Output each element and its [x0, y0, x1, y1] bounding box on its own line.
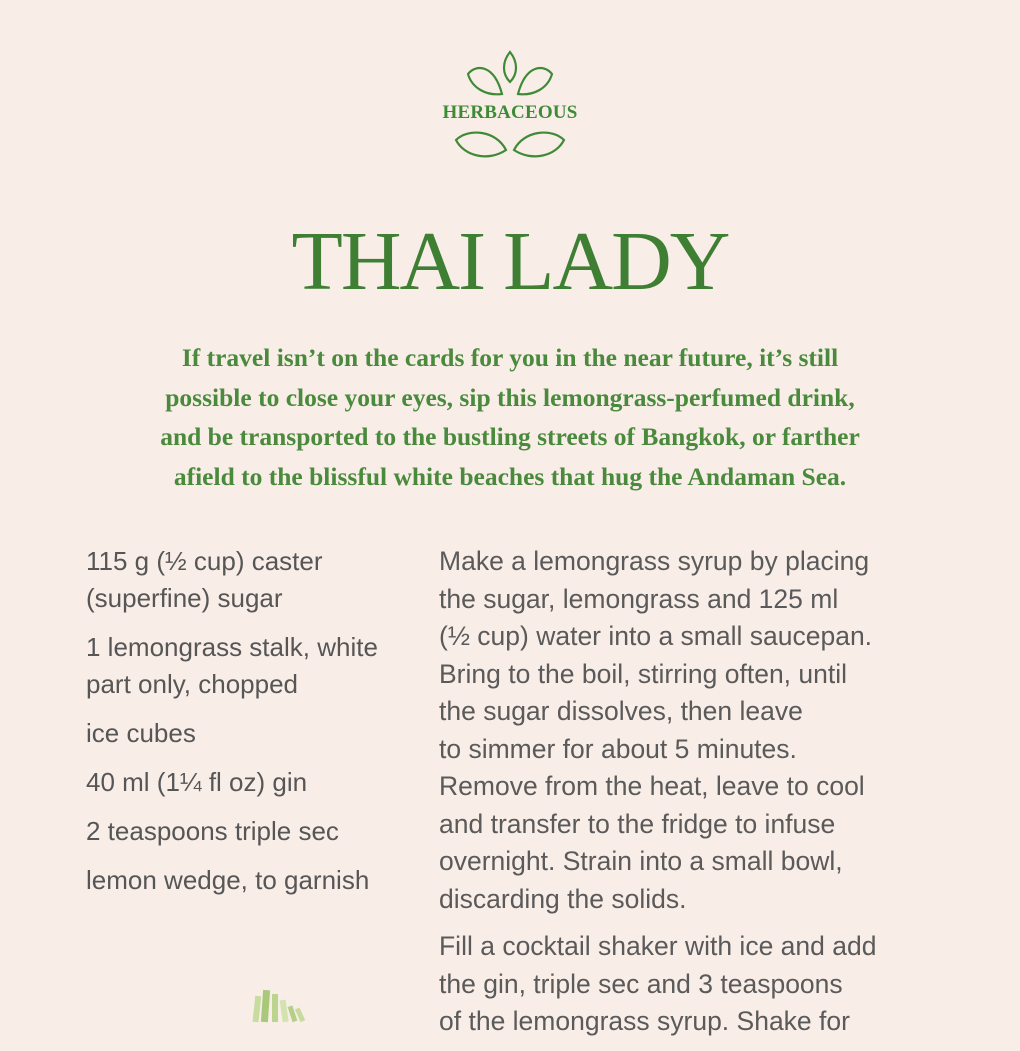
method-step: Fill a cocktail shaker with ice and add the gin, triple sec and 3 teaspoons of the lemongrass syrup. Shake for [439, 931, 877, 1036]
ingredient-item: lemon wedge, to garnish [86, 865, 370, 895]
ingredient-item: 115 g (½ cup) caster (superfine) sugar [86, 546, 323, 613]
lemongrass-illustration [248, 988, 318, 1020]
method-steps [439, 543, 979, 1051]
leaf-icon [452, 128, 568, 160]
ingredient-item: 1 lemongrass stalk, white part only, chopped [86, 632, 378, 699]
method-step: Make a lemongrass syrup by placing the sugar, lemongrass and 125 ml (½ cup) water into a small saucepan. Bring to the boil, stirring often, until the sugar dissolves, then leave to simmer for about 5 minutes. Remove from the heat, leave to cool and transfer to the fridge to infuse overnight. Strain into a small bowl, discarding the solids. [439, 546, 873, 914]
recipe-title: THAI LADY [291, 215, 729, 308]
ingredient-item: ice cubes [86, 718, 196, 748]
recipe-intro: If travel isn’t on the cards for you in the near future, it’s still possible to close your eyes, sip this lemongrass-perfumed drink, and be transported to the bustling streets of Bangkok, or farther afield to the blissful white beaches that hug the Andaman Sea. [160, 343, 860, 491]
ingredient-item: 2 teaspoons triple sec [86, 816, 339, 846]
ingredient-item: 40 ml (1¼ fl oz) gin [86, 767, 308, 797]
brand-wordmark: HERBACEOUS [442, 102, 578, 123]
ingredients-list [86, 543, 426, 911]
brand-logo [430, 50, 590, 162]
leaf-icon [466, 50, 554, 100]
